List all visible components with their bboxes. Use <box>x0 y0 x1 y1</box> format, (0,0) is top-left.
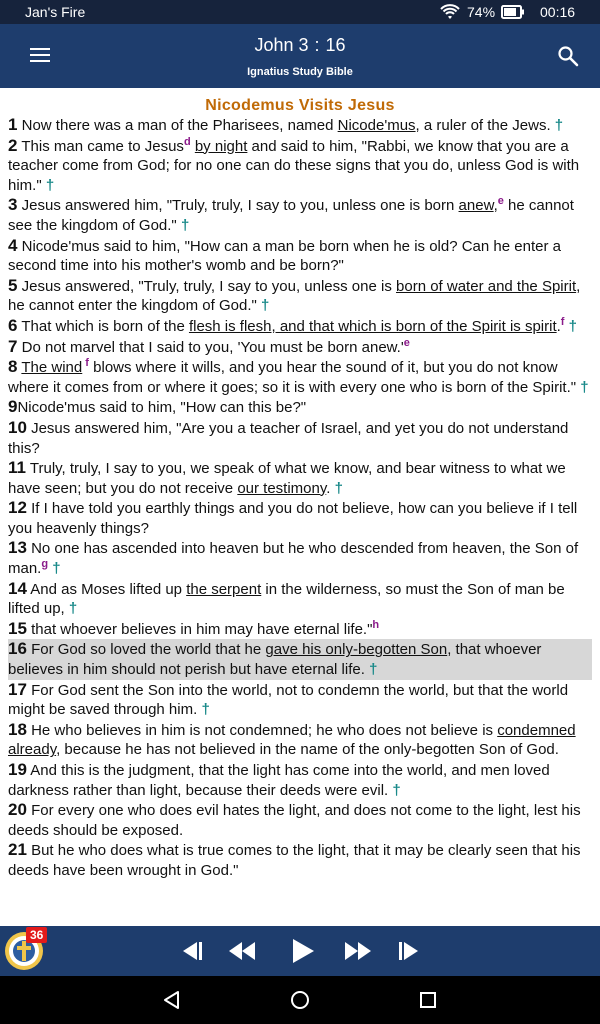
cross-reference-icon[interactable]: † <box>45 176 55 194</box>
verse-12[interactable] <box>8 498 592 538</box>
verse-19[interactable] <box>8 760 592 800</box>
verse-text: Do not marvel that I said to you, 'You must be born anew.' <box>17 338 404 356</box>
verse-text: Jesus answered him, "Truly, truly, I say to you, unless one is born <box>17 197 459 215</box>
play-icon[interactable] <box>288 936 316 966</box>
verse-number: 1 <box>8 115 18 134</box>
verse-20[interactable] <box>8 800 592 840</box>
verse-number: 6 <box>8 315 18 335</box>
commentary-link[interactable]: born of water and the Spirit <box>396 277 577 295</box>
verse-number: 7 <box>8 336 18 356</box>
device-name: Jan's Fire <box>25 4 86 20</box>
verse-text: . <box>326 479 335 497</box>
verse-text: Now there was a man of the Pharisees, named <box>17 117 338 134</box>
home-icon[interactable] <box>288 988 312 1012</box>
clock: 00:16 <box>540 4 576 20</box>
verse-number: 14 <box>8 578 27 598</box>
verse-number: 18 <box>8 719 27 739</box>
cross-reference-icon[interactable]: † <box>180 216 190 234</box>
verse-text: And this is the judgment, that the light has come into the world, and men loved darkness rather than light, because their deeds were evil. <box>8 762 550 799</box>
verse-number: 20 <box>8 800 27 820</box>
verse-text: in the wilderness, so must the Son of man be lifted up, <box>8 580 565 618</box>
footnote-marker[interactable]: e <box>403 336 410 349</box>
verse-number: 12 <box>8 498 27 518</box>
verse-17[interactable] <box>8 680 592 720</box>
verse-text: Jesus answered him, "Are you a teacher of Israel, and yet you do not understand this? <box>8 419 569 457</box>
verse-number: 13 <box>8 538 27 558</box>
verse-11[interactable] <box>8 458 592 498</box>
verse-number: 15 <box>8 618 27 638</box>
verse-9[interactable] <box>8 397 592 418</box>
system-nav-bar <box>0 976 600 1024</box>
status-bar <box>0 0 600 24</box>
verse-text: He who believes in him is not condemned; he who does not believe is <box>26 721 498 739</box>
verse-text: This man came to Jesus <box>17 137 184 155</box>
verse-number: 19 <box>8 760 27 779</box>
footnote-marker[interactable]: h <box>372 618 380 631</box>
verse-4[interactable] <box>8 236 592 276</box>
cross-reference-icon[interactable]: † <box>580 378 589 396</box>
verse-text: , a ruler of the Jews. <box>415 117 555 134</box>
app-bar <box>0 24 600 88</box>
chapter-text[interactable] <box>0 88 600 926</box>
verse-number: 8 <box>8 357 18 377</box>
verse-number: 9 <box>8 397 18 417</box>
footnote-marker[interactable]: f <box>560 315 565 328</box>
commentary-link[interactable]: The wind <box>21 359 83 377</box>
previous-chapter-icon[interactable] <box>177 936 205 966</box>
footnote-marker[interactable]: e <box>497 195 504 208</box>
recent-apps-icon[interactable] <box>416 988 440 1012</box>
verse-16[interactable] <box>8 639 592 679</box>
verse-text: blows where it wills, and you hear the sound of it, but you do not know where it comes from or where it goes; so it is with every one who is born of the Spirit." <box>8 359 581 396</box>
section-heading: Nicodemus Visits Jesus <box>205 97 395 114</box>
verse-text: , he cannot enter the kingdom of God." <box>8 277 581 315</box>
cross-reference-icon[interactable]: † <box>568 317 577 335</box>
verse-text: , because he has not believed in the name of the only-begotten Son of God. <box>56 741 559 759</box>
verse-number: 11 <box>8 458 26 478</box>
verse-10[interactable] <box>8 418 592 458</box>
verse-18[interactable] <box>8 720 592 760</box>
commentary-link[interactable]: by night <box>194 137 248 155</box>
verse-text: . <box>556 317 561 335</box>
verse-text: For God so loved the world that he <box>26 641 266 659</box>
cross-reference-icon[interactable]: † <box>52 560 61 578</box>
verse-text: , that whoever believes in him should not perish but have eternal life. <box>8 641 542 679</box>
notification-badge: 36 <box>26 927 47 943</box>
verse-5[interactable] <box>8 276 592 316</box>
footnote-marker[interactable]: g <box>41 558 49 571</box>
battery-icon <box>501 5 525 19</box>
verse-7[interactable] <box>8 337 592 358</box>
verse-number: 10 <box>8 417 27 437</box>
verse-number: 17 <box>8 679 27 699</box>
verse-list <box>8 115 592 881</box>
cross-reference-icon[interactable]: † <box>68 600 78 618</box>
next-chapter-icon[interactable] <box>396 936 424 966</box>
verse-number: 21 <box>8 840 27 860</box>
commentary-link[interactable]: Nicode'mus <box>337 117 416 134</box>
chapter-number: 3 <box>298 35 309 55</box>
verse-text: Jesus answered, "Truly, truly, I say to you, unless one is <box>17 277 397 295</box>
commentary-link[interactable]: anew <box>458 197 494 215</box>
cross-reference-icon[interactable]: † <box>554 117 564 134</box>
verse-text: No one has ascended into heaven but he who descended from heaven, the Son of man. <box>8 540 579 578</box>
search-icon[interactable] <box>557 45 579 67</box>
reference-separator: : <box>314 35 320 55</box>
verse-number: 3 <box>8 195 18 215</box>
cross-reference-icon[interactable]: † <box>392 781 401 799</box>
commentary-link[interactable]: our testimony <box>237 479 327 497</box>
audio-player <box>0 926 600 976</box>
book-name: John <box>254 35 294 55</box>
passage-reference[interactable] <box>0 35 600 56</box>
verse-text: But he who does what is true comes to the light, that it may be clearly seen that his deeds have been wrought in God." <box>8 842 581 879</box>
verse-text: Nicode'mus said to him, "How can this be?" <box>17 399 307 417</box>
cross-reference-icon[interactable]: † <box>201 701 210 719</box>
rewind-icon[interactable] <box>226 936 258 966</box>
verse-1[interactable] <box>8 115 592 136</box>
footnote-marker[interactable]: f <box>82 357 89 370</box>
verse-13[interactable] <box>8 538 592 578</box>
verse-text: that whoever believes in him may have eternal life." <box>26 620 373 638</box>
back-icon[interactable] <box>160 988 184 1012</box>
commentary-link[interactable]: the serpent <box>186 580 262 598</box>
footnote-marker[interactable]: d <box>183 135 191 148</box>
verse-3[interactable] <box>8 195 592 235</box>
verse-number: 16 <box>325 35 346 55</box>
verse-text: And as Moses lifted up <box>26 580 187 598</box>
verse-text: That which is born of the <box>17 317 189 335</box>
verse-text: , <box>493 197 498 215</box>
cross-reference-icon[interactable]: † <box>261 297 270 315</box>
bible-version[interactable]: Ignatius Study Bible <box>247 66 353 78</box>
verse-15[interactable] <box>8 619 592 640</box>
battery-percent: 74% <box>467 4 496 20</box>
verse-21[interactable] <box>8 840 592 880</box>
verse-text: If I have told you earthly things and you do not believe, how can you believe if I tell you heavenly things? <box>8 500 578 537</box>
verse-text: Truly, truly, I say to you, we speak of what we know, and bear witness to what we have seen; but you do not receive <box>8 460 566 497</box>
verse-2[interactable] <box>8 136 592 196</box>
verse-number: 5 <box>8 275 18 295</box>
fast-forward-icon[interactable] <box>342 936 374 966</box>
verse-text: Nicode'mus said to him, "How can a man be born when he is old? Can he enter a second time into his mother's womb and be born?" <box>8 237 561 275</box>
cross-reference-icon[interactable]: † <box>334 479 343 497</box>
verse-text: For God sent the Son into the world, not to condemn the world, but that the world might be saved through him. <box>8 681 569 719</box>
verse-8[interactable] <box>8 357 592 397</box>
commentary-link[interactable]: condemned already <box>8 721 576 759</box>
verse-number: 2 <box>8 135 18 155</box>
cross-reference-icon[interactable]: † <box>369 661 378 679</box>
commentary-link[interactable]: flesh is flesh, and that which is born of the Spirit is spirit <box>188 317 557 335</box>
verse-text: For every one who does evil hates the light, and does not come to the light, lest his deeds should be exposed. <box>8 802 581 839</box>
verse-14[interactable] <box>8 579 592 619</box>
verse-text: he cannot see the kingdom of God." <box>8 197 574 234</box>
verse-text: and said to him, "Rabbi, we know that you are a teacher come from God; for no one can do these signs that you do, unless God is with him." <box>8 137 580 194</box>
verse-number: 4 <box>8 235 18 255</box>
wifi-icon <box>440 3 460 21</box>
commentary-link[interactable]: gave his only-begotten Son <box>265 641 448 659</box>
verse-number: 16 <box>8 639 27 659</box>
verse-6[interactable] <box>8 316 592 337</box>
